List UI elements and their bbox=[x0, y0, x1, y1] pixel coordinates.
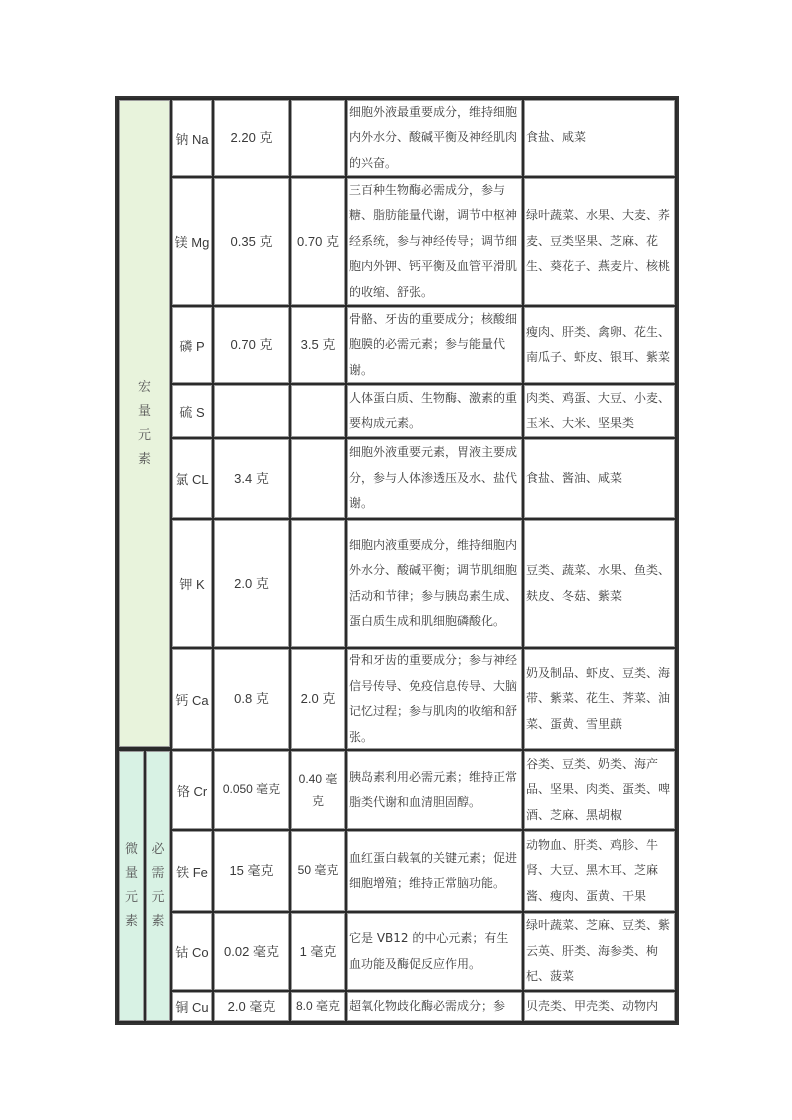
upper-limit-cell: 1 毫克 bbox=[289, 911, 347, 992]
group-micro-elements bbox=[117, 749, 146, 1023]
function-cell: 骨和牙齿的重要成分；参与神经信号传导、免疫信息传导、大脑记忆过程；参与肌肉的收缩和舒张。 bbox=[345, 647, 524, 751]
upper-limit-cell: 0.40 毫克 bbox=[289, 749, 347, 831]
upper-limit-cell bbox=[289, 518, 347, 649]
element-name-cell: 磷 P bbox=[170, 305, 214, 385]
daily-amount-cell: 0.050 毫克 bbox=[212, 749, 291, 831]
function-cell: 超氧化物歧化酶必需成分；参 bbox=[345, 990, 524, 1023]
daily-amount-cell: 2.0 毫克 bbox=[212, 990, 291, 1023]
function-cell: 细胞外液重要元素，胃液主要成分，参与人体渗透压及水、盐代谢。 bbox=[345, 437, 524, 520]
group-macro-elements bbox=[117, 98, 172, 749]
element-name-cell: 氯 CL bbox=[170, 437, 214, 520]
function-cell: 骨骼、牙齿的重要成分；核酸细胞膜的必需元素；参与能量代谢。 bbox=[345, 305, 524, 385]
daily-amount-cell: 0.8 克 bbox=[212, 647, 291, 751]
group-micro-label: 微量元素 bbox=[124, 842, 138, 929]
element-name-cell: 铬 Cr bbox=[170, 749, 214, 831]
upper-limit-cell: 50 毫克 bbox=[289, 829, 347, 913]
food-source-cell: 食盐、咸菜 bbox=[522, 98, 677, 178]
upper-limit-cell bbox=[289, 98, 347, 178]
food-source-cell: 动物血、肝类、鸡胗、牛肾、大豆、黑木耳、芝麻酱、瘦肉、蛋黄、干果 bbox=[522, 829, 677, 913]
upper-limit-cell bbox=[289, 437, 347, 520]
daily-amount-cell bbox=[212, 383, 291, 439]
element-name-cell: 铜 Cu bbox=[170, 990, 214, 1023]
element-name-cell: 钠 Na bbox=[170, 98, 214, 178]
food-source-cell: 绿叶蔬菜、芝麻、豆类、紫云英、肝类、海参类、枸杞、菠菜 bbox=[522, 911, 677, 992]
food-source-cell: 食盐、酱油、咸菜 bbox=[522, 437, 677, 520]
element-name-cell: 铁 Fe bbox=[170, 829, 214, 913]
function-cell: 血红蛋白载氧的关键元素；促进细胞增殖；维持正常脑功能。 bbox=[345, 829, 524, 913]
food-source-cell: 贝壳类、甲壳类、动物内 bbox=[522, 990, 677, 1023]
food-source-cell: 奶及制品、虾皮、豆类、海带、紫菜、花生、荠菜、油菜、蛋黄、雪里蕻 bbox=[522, 647, 677, 751]
function-cell: 细胞内液重要成分，维持细胞内外水分、酸碱平衡；调节肌细胞活动和节律；参与胰岛素生成、蛋白质生成和肌细胞磷酸化。 bbox=[345, 518, 524, 649]
food-source-cell: 肉类、鸡蛋、大豆、小麦、玉米、大米、坚果类 bbox=[522, 383, 677, 439]
daily-amount-cell: 2.20 克 bbox=[212, 98, 291, 178]
group-essential-elements bbox=[144, 749, 172, 1023]
element-name-cell: 钴 Co bbox=[170, 911, 214, 992]
upper-limit-cell: 2.0 克 bbox=[289, 647, 347, 751]
group-essential-label: 必需元素 bbox=[151, 842, 165, 929]
daily-amount-cell: 3.4 克 bbox=[212, 437, 291, 520]
daily-amount-cell: 0.35 克 bbox=[212, 176, 291, 307]
function-cell: 细胞外液最重要成分，维持细胞内外水分、酸碱平衡及神经肌肉的兴奋。 bbox=[345, 98, 524, 178]
food-source-cell: 豆类、蔬菜、水果、鱼类、麸皮、冬菇、紫菜 bbox=[522, 518, 677, 649]
function-cell: 它是 VB12 的中心元素；有生血功能及酶促反应作用。 bbox=[345, 911, 524, 992]
food-source-cell: 绿叶蔬菜、水果、大麦、荞麦、豆类坚果、芝麻、花生、葵花子、燕麦片、核桃 bbox=[522, 176, 677, 307]
upper-limit-cell: 0.70 克 bbox=[289, 176, 347, 307]
function-cell: 人体蛋白质、生物酶、激素的重要构成元素。 bbox=[345, 383, 524, 439]
function-cell: 胰岛素利用必需元素；维持正常脂类代谢和血清胆固醇。 bbox=[345, 749, 524, 831]
daily-amount-cell: 0.70 克 bbox=[212, 305, 291, 385]
element-name-cell: 硫 S bbox=[170, 383, 214, 439]
function-cell: 三百种生物酶必需成分，参与糖、脂肪能量代谢，调节中枢神经系统，参与神经传导；调节细胞内外钾、钙平衡及血管平滑肌的收缩、舒张。 bbox=[345, 176, 524, 307]
food-source-cell: 瘦肉、肝类、禽卵、花生、南瓜子、虾皮、银耳、紫菜 bbox=[522, 305, 677, 385]
upper-limit-cell: 8.0 毫克 bbox=[289, 990, 347, 1023]
element-name-cell: 钙 Ca bbox=[170, 647, 214, 751]
food-source-cell: 谷类、豆类、奶类、海产品、坚果、肉类、蛋类、啤酒、芝麻、黑胡椒 bbox=[522, 749, 677, 831]
upper-limit-cell: 3.5 克 bbox=[289, 305, 347, 385]
upper-limit-cell bbox=[289, 383, 347, 439]
daily-amount-cell: 15 毫克 bbox=[212, 829, 291, 913]
daily-amount-cell: 0.02 毫克 bbox=[212, 911, 291, 992]
daily-amount-cell: 2.0 克 bbox=[212, 518, 291, 649]
group-macro-label: 宏量元素 bbox=[137, 379, 151, 467]
element-name-cell: 钾 K bbox=[170, 518, 214, 649]
element-name-cell: 镁 Mg bbox=[170, 176, 214, 307]
